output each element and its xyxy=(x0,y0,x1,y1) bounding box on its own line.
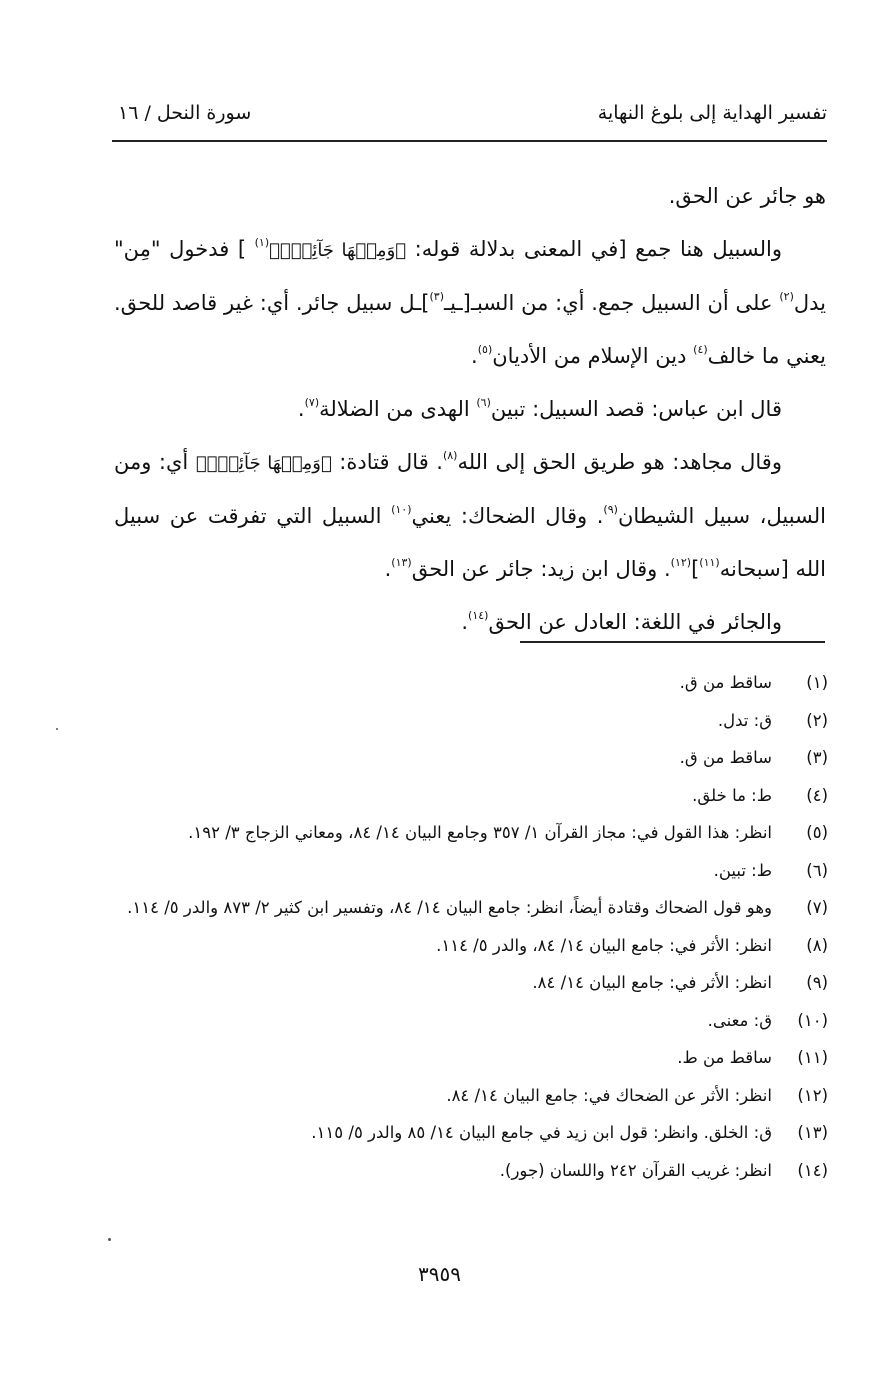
footnote-ref-13[interactable]: (١٣) xyxy=(391,556,412,569)
footnote-number: (٣) xyxy=(806,748,828,767)
footnote-number: (٩) xyxy=(806,973,828,992)
footnote-item xyxy=(112,927,828,965)
footnote-item xyxy=(112,852,828,890)
paragraph-1 xyxy=(114,170,826,223)
p4-text-c: أي: ومن السبيل، سبيل الشيطان xyxy=(114,450,826,528)
footnote-text: ق: تدل. xyxy=(717,710,772,730)
quran-quote-2: ﴿وَمِنۡهَا جَآئِرٞۚ﴾ xyxy=(195,453,332,474)
p2-text-f: . xyxy=(471,344,478,368)
p4-text-d: . وقال الضحاك: يعني xyxy=(411,504,604,528)
footnote-ref-11[interactable]: (١١) xyxy=(699,556,720,569)
footnote-number: (١١) xyxy=(797,1048,828,1067)
footnote-text: انظر: الأثر عن الضحاك في: جامع البيان ١٤/ ٨٤. xyxy=(446,1085,772,1105)
footnote-ref-2[interactable]: (٢) xyxy=(779,290,794,303)
footnote-ref-6[interactable]: (٦) xyxy=(476,396,491,409)
footnote-item xyxy=(112,1077,828,1115)
book-title: تفسير الهداية إلى بلوغ النهاية xyxy=(597,102,827,124)
p3-text-c: . xyxy=(297,397,305,421)
footnote-ref-10[interactable]: (١٠) xyxy=(391,503,412,516)
footnote-text: انظر: هذا القول في: مجاز القرآن ١/ ٣٥٧ وجامع البيان ١٤/ ٨٤، ومعاني الزجاج ٣/ ١٩٢. xyxy=(188,823,772,842)
p2-text-b: ] فدخول "مِن" يدل xyxy=(114,237,827,315)
footnote-text: ساقط من ق. xyxy=(679,673,772,692)
main-text xyxy=(114,170,826,649)
paragraph-1-text: هو جائر عن الحق. xyxy=(668,184,826,208)
p5-text-a: والجائر في اللغة: العادل عن الحق xyxy=(488,610,782,634)
footnote-text: ق: الخلق. وانظر: قول ابن زيد في جامع البيان ١٤/ ٨٥ والدر ٥/ ١١٥. xyxy=(311,1123,772,1142)
footnote-ref-9[interactable]: (٩) xyxy=(603,503,618,516)
footnote-item xyxy=(112,664,828,702)
footnote-item xyxy=(112,814,828,852)
footnote-text: انظر: غريب القرآن ٢٤٢ واللسان (جور). xyxy=(499,1160,772,1180)
footnote-ref-3[interactable]: (٣) xyxy=(429,290,444,303)
p5-text-b: . xyxy=(461,610,469,634)
footnote-ref-8[interactable]: (٨) xyxy=(442,449,458,462)
footnote-number: (٥) xyxy=(806,823,828,842)
paragraph-2 xyxy=(114,223,826,383)
footnote-item xyxy=(112,1002,828,1040)
footnote-item xyxy=(112,739,828,777)
footnote-item xyxy=(112,702,828,740)
footnote-text: انظر: الأثر في: جامع البيان ١٤/ ٨٤، والدر ٥/ ١١٤. xyxy=(436,935,772,955)
p2-text-c: على أن السبيل جمع. أي: من السبـ[ـيـ xyxy=(443,291,780,315)
p4-text-h: . xyxy=(384,557,392,581)
p4-text-b: . قال قتادة: xyxy=(331,450,443,474)
footnote-ref-1[interactable]: (١) xyxy=(254,236,270,249)
footnote-item xyxy=(112,964,828,1002)
footnote-number: (٧) xyxy=(806,898,828,917)
footnote-item xyxy=(112,1114,828,1152)
footnote-number: (٤) xyxy=(806,785,828,805)
page-number: ٣٩٥٩ xyxy=(418,1262,461,1286)
footnote-text: ساقط من ق. xyxy=(679,748,772,767)
footnote-text: ط: ما خلق. xyxy=(692,785,772,805)
footnote-number: (١٣) xyxy=(797,1123,828,1142)
footnote-item xyxy=(112,1039,828,1077)
footnote-number: (١) xyxy=(806,673,828,692)
footnote-text: ق: معنى. xyxy=(707,1010,772,1030)
footnote-text: انظر: الأثر في: جامع البيان ١٤/ ٨٤. xyxy=(532,973,772,992)
running-header xyxy=(112,98,827,142)
paragraph-3 xyxy=(114,383,826,436)
p4-text-g: . وقال ابن زيد: جائر عن الحق xyxy=(411,557,671,581)
p2-text-d: ]ـل سبيل جائر. أي: غير قاصد للحق. يعني ما خالف xyxy=(114,291,826,368)
footnotes xyxy=(112,664,828,1189)
footnote-item xyxy=(112,889,828,927)
footnote-ref-4[interactable]: (٤) xyxy=(693,343,708,356)
p4-text-f: ] xyxy=(691,557,700,581)
footnote-number: (١٠) xyxy=(797,1010,828,1030)
footnote-separator xyxy=(520,641,825,643)
scan-speck xyxy=(56,728,58,730)
p3-text-a: قال ابن عباس: قصد السبيل: تبين xyxy=(490,397,782,421)
footnote-item xyxy=(112,777,828,815)
surah-label: سورة النحل / ١٦ xyxy=(118,102,252,124)
footnote-ref-14[interactable]: (١٤) xyxy=(468,609,489,622)
footnote-number: (٢) xyxy=(806,710,828,730)
footnote-number: (١٤) xyxy=(797,1160,828,1180)
footnote-number: (٨) xyxy=(806,935,828,955)
footnote-ref-5[interactable]: (٥) xyxy=(477,343,493,356)
footnote-number: (١٢) xyxy=(797,1085,828,1105)
quran-quote: ﴿وَمِنۡهَا جَآئِرٞۚ﴾ xyxy=(269,240,407,261)
p2-text-e: دين الإسلام من الأديان xyxy=(492,344,694,368)
footnote-item xyxy=(112,1152,828,1190)
footnote-ref-7[interactable]: (٧) xyxy=(304,396,320,409)
footnote-ref-12[interactable]: (١٢) xyxy=(670,556,692,569)
p4-text-a: وقال مجاهد: هو طريق الحق إلى الله xyxy=(457,450,782,474)
scan-speck xyxy=(108,1238,111,1241)
footnote-text: ط: تبين. xyxy=(713,860,772,880)
p4-text-e: السبيل التي تفرقت عن سبيل الله [سبحانه xyxy=(114,504,826,581)
footnote-text: ساقط من ط. xyxy=(677,1048,772,1067)
footnote-text: وهو قول الضحاك وقتادة أيضاً، انظر: جامع البيان ١٤/ ٨٤، وتفسير ابن كثير ٢/ ٨٧٣ والدر ٥/ ١١٤. xyxy=(127,898,772,917)
p2-text-a: والسبيل هنا جمع [في المعنى بدلالة قوله: xyxy=(406,237,783,261)
paragraph-4 xyxy=(114,436,826,596)
footnote-number: (٦) xyxy=(806,860,828,880)
p3-text-b: الهدى من الضلالة xyxy=(319,397,477,421)
